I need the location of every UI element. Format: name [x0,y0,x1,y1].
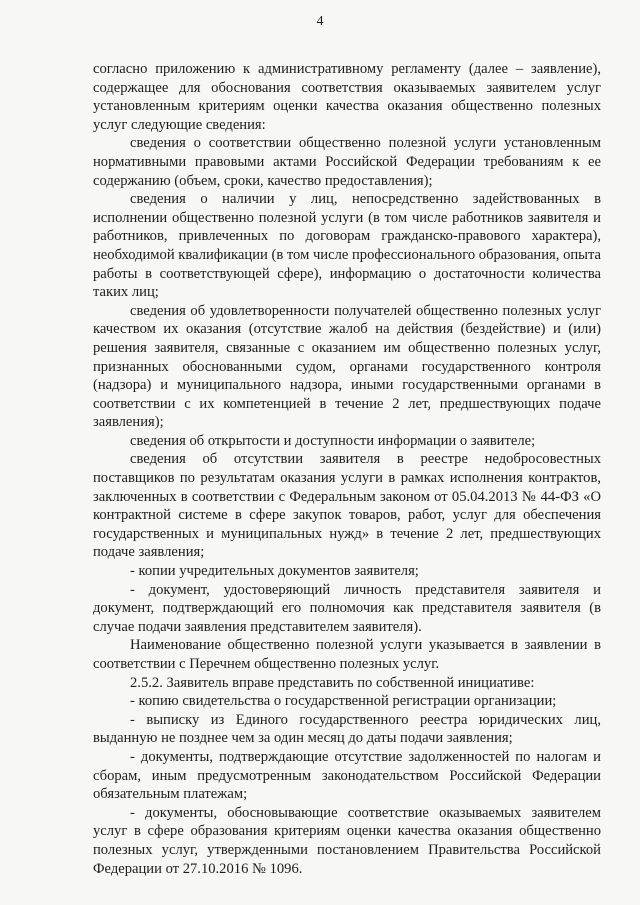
paragraph-registration-certificate: - копию свидетельства о государственной регистрации организации; [130,693,557,710]
paragraph-section-2-5-2: 2.5.2. Заявитель вправе представить по собственной инициативе: [130,674,535,691]
paragraph-openness-info: сведения об открытости и доступности информации о заявителе; [130,432,536,449]
paragraph-qualification-info: сведения о наличии у лиц, непосредственно задействованных в исполнении общественно полезной услуги (в том числе работников заявителя и работников, привлеченных по договорам гражданско-правового характера), необходимой квалификации (в том числе профессионального образования, опыта работы в соответствующей сфере), информацию о достаточности количества таких лиц; [93,191,602,301]
paragraph-education-documents: - документы, обосновывающие соответствие оказываемых заявителем услуг в сфере образования критериям оценки качества оказания общественно полезных услуг, утвержденными постановлением Правительства Российской Федерации от 27.10.2016 № 1096. [93,804,601,877]
paragraph-tax-documents: - документы, подтверждающие отсутствие задолженностей по налогам и сборам, иным предусмотренным законодательством Российской Федерации обязательным платежам; [93,748,601,803]
document-body [93,60,601,878]
paragraph-compliance-info: сведения о соответствии общественно полезной услуги установленным нормативными правовыми актами Российской Федерации требованиям к ее содержанию (объем, сроки, качество предоставления); [93,135,601,189]
paragraph-intro: согласно приложению к административному регламенту (далее – заявление), содержащее для обоснования соответствия оказываемых заявителем услуг установленным критериям оценки качества оказания общественно полезных услуг следующие сведения: [93,61,601,133]
paragraph-identity-document: - документ, удостоверяющий личность представителя заявителя и документ, подтверждающий его полномочия как представителя заявителя (в случае подачи заявления представителем заявителя). [93,581,601,635]
page-number: 4 [316,14,324,29]
paragraph-registry-info: сведения об отсутствии заявителя в реестре недобросовестных поставщиков по результатам оказания услуги в рамках исполнения контрактов, заключенных в соответствии с Федеральным законом от 05.04.2013 № 44-ФЗ «О контрактной системе в сфере закупок товаров, работ, услуг для обеспечения государственных и муниципальных нужд» в течение 2 лет, предшествующих подаче заявления; [93,451,601,561]
paragraph-founding-documents: - копии учредительных документов заявителя; [130,563,419,580]
paragraph-satisfaction-info: сведения об удовлетворенности получателей общественно полезных услуг качеством их оказания (отсутствие жалоб на действия (бездействие) и (или) решения заявителя, связанные с оказанием им общественно полезных услуг, признанных обоснованными судом, органами государственного контроля (надзора) и муниципального надзора, иными государственными органами в соответствии с их компетенцией в течение 2 лет, предшествующих подаче заявления); [93,302,601,431]
paragraph-registry-extract: - выписку из Единого государственного реестра юридических лиц, выданную не позднее чем за один месяц до даты подачи заявления; [93,711,601,747]
paragraph-service-name: Наименование общественно полезной услуги указывается в заявлении в соответствии с Перечнем общественно полезных услуг. [93,637,601,672]
